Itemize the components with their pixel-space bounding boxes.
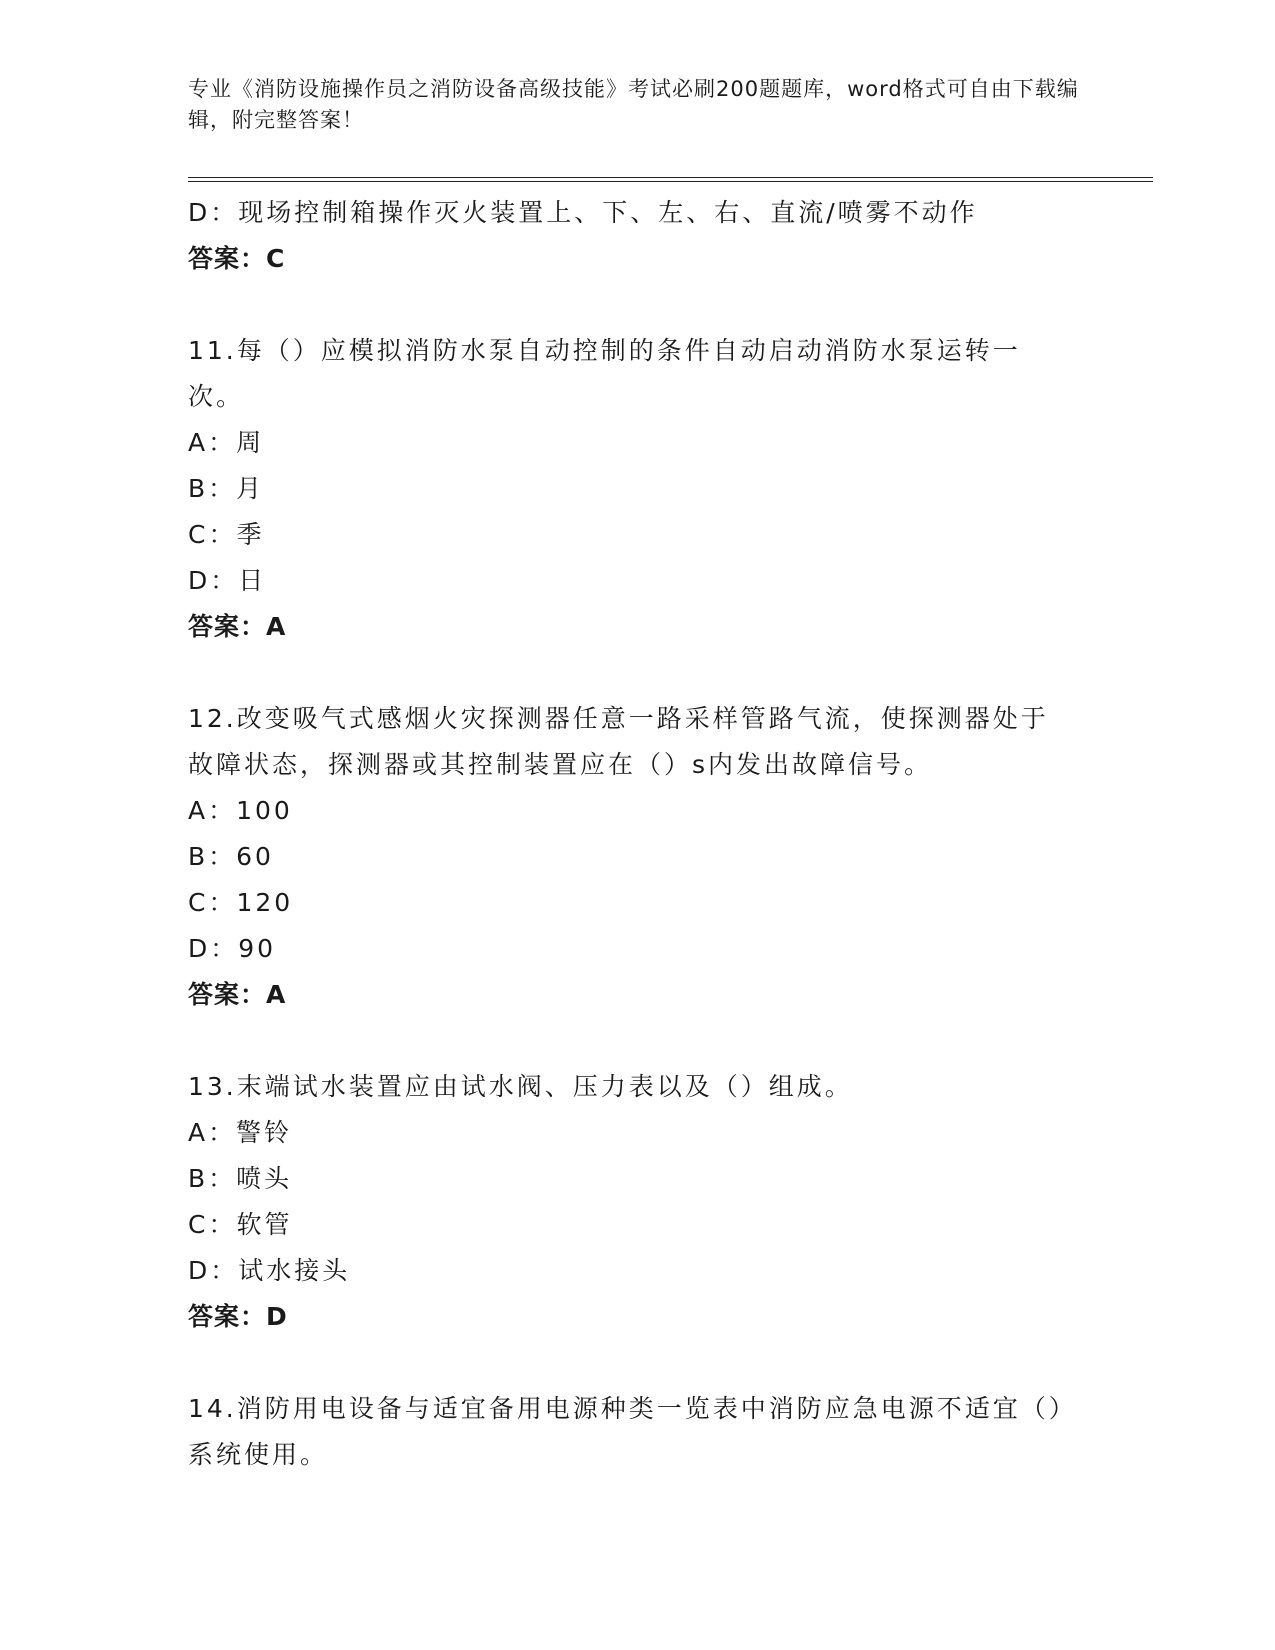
page-header: 专业《消防设施操作员之消防设备高级技能》考试必刷200题题库，word格式可自由下载编辑，附完整答案！ xyxy=(188,77,1079,132)
answer-line: 答案：A xyxy=(188,980,287,1009)
option-d: D：90 xyxy=(188,934,277,963)
option-b: B：月 xyxy=(188,474,265,503)
option-d: D：现场控制箱操作灭火装置上、下、左、右、直流/喷雾不动作 xyxy=(188,198,978,227)
option-a: A：100 xyxy=(188,796,293,825)
option-d: D：试水接头 xyxy=(188,1256,351,1285)
answer-line: 答案：A xyxy=(188,612,287,641)
header-divider xyxy=(188,177,1153,182)
question-content xyxy=(188,190,1088,1478)
question-12 xyxy=(188,696,1088,1018)
option-c: C：软管 xyxy=(188,1210,293,1239)
question-stem: 13.末端试水装置应由试水阀、压力表以及（）组成。 xyxy=(188,1072,853,1101)
option-b: B：60 xyxy=(188,842,274,871)
option-b: B：喷头 xyxy=(188,1164,293,1193)
answer-line: 答案：C xyxy=(188,244,286,273)
question-11 xyxy=(188,328,1088,650)
question-stem: 14.消防用电设备与适宜备用电源种类一览表中消防应急电源不适宜（）系统使用。 xyxy=(188,1394,1065,1469)
option-a: A：周 xyxy=(188,428,265,457)
answer-line: 答案：D xyxy=(188,1302,288,1331)
question-stem: 11.每（）应模拟消防水泵自动控制的条件自动启动消防水泵运转一次。 xyxy=(188,336,1021,411)
question-stem: 12.改变吸气式感烟火灾探测器任意一路采样管路气流，使探测器处于故障状态，探测器或其控制装置应在（）s内发出故障信号。 xyxy=(188,704,1049,779)
option-c: C：季 xyxy=(188,520,265,549)
option-a: A：警铃 xyxy=(188,1118,293,1147)
option-c: C：120 xyxy=(188,888,294,917)
question-13 xyxy=(188,1064,1088,1340)
option-d: D：日 xyxy=(188,566,267,595)
question-14 xyxy=(188,1386,1088,1478)
